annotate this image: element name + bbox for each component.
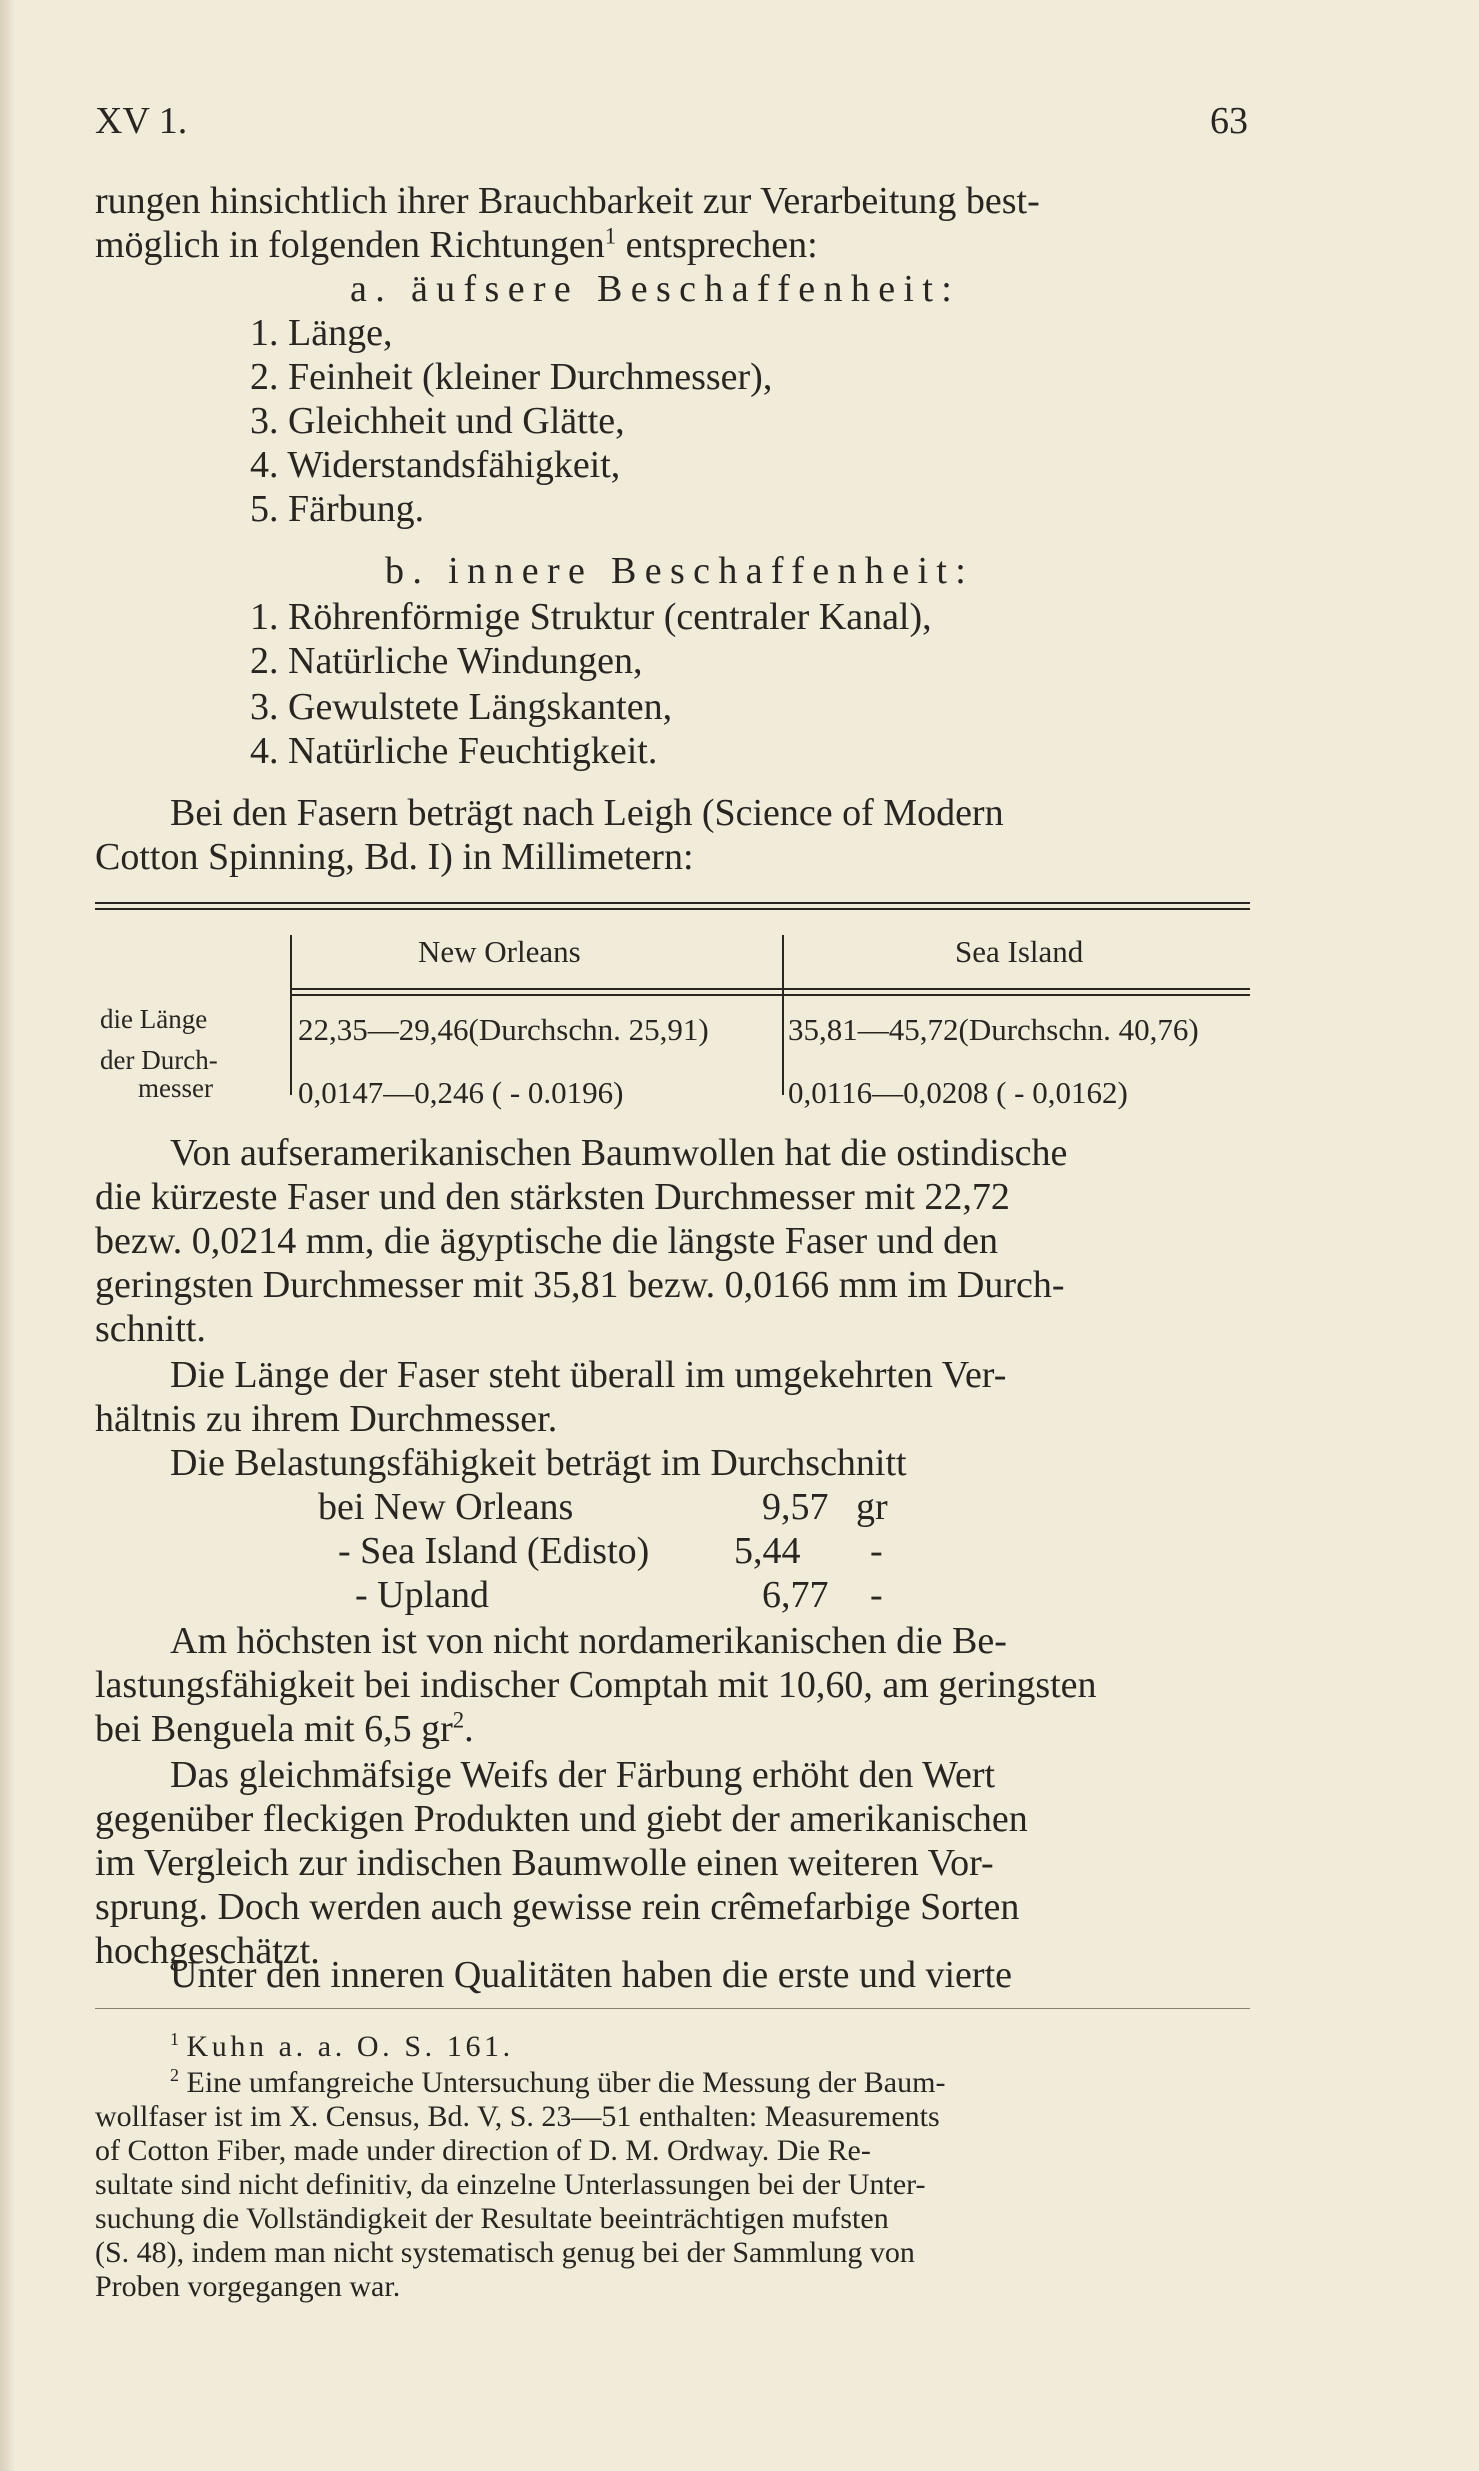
table-top-rule bbox=[95, 902, 1250, 904]
load-unit: - bbox=[870, 1530, 883, 1572]
list-item: 1. Röhrenförmige Struktur (centraler Kanal), bbox=[250, 596, 932, 638]
list-item: 3. Gleichheit und Glätte, bbox=[250, 400, 625, 442]
page-edge-shadow bbox=[0, 0, 14, 2471]
paragraph-line: Die Belastungsfähigkeit beträgt im Durchschnitt bbox=[170, 1442, 907, 1484]
diameter-new-orleans: 0,0147—0,246 ( - 0.0196) bbox=[298, 1075, 624, 1110]
paragraph-line: Die Länge der Faser steht überall im umgekehrten Ver- bbox=[170, 1354, 1007, 1396]
paragraph-line: Das gleichmäfsige Weifs der Färbung erhöht den Wert bbox=[170, 1754, 996, 1796]
column-header-sea-island: Sea Island bbox=[955, 934, 1084, 969]
load-label: bei New Orleans bbox=[318, 1486, 574, 1528]
footnote-ref-1: 1 bbox=[604, 223, 617, 249]
load-unit: - bbox=[870, 1574, 883, 1616]
paragraph-line: Am höchsten ist von nicht nordamerikanischen die Be- bbox=[170, 1620, 1007, 1662]
section-header: XV 1. bbox=[95, 100, 188, 142]
list-item: 2. Feinheit (kleiner Durchmesser), bbox=[250, 356, 773, 398]
footnote-separator bbox=[95, 2008, 1250, 2009]
footnote-line: (S. 48), indem man nicht systematisch genug bei der Sammlung von bbox=[95, 2236, 915, 2269]
page-number: 63 bbox=[1210, 100, 1248, 142]
table-top-rule bbox=[95, 908, 1250, 910]
paragraph-line: Von aufseramerikanischen Baumwollen hat die ostindische bbox=[170, 1132, 1068, 1174]
footnote-line: Proben vorgegangen war. bbox=[95, 2270, 401, 2303]
load-value: 9,57 bbox=[762, 1486, 829, 1528]
paragraph-line: hältnis zu ihrem Durchmesser. bbox=[95, 1398, 558, 1440]
paragraph-line: bei Benguela mit 6,5 $gr^2$. bbox=[95, 1707, 474, 1750]
list-a-heading: a. äufsere Beschaffenheit: bbox=[350, 268, 961, 310]
table-divider bbox=[290, 935, 292, 1095]
list-b-heading: b. innere Beschaffenheit: bbox=[385, 550, 975, 592]
footnote-line: wollfaser ist im X. Census, Bd. V, S. 23—51 enthalten: Measurements bbox=[95, 2100, 940, 2133]
footnote-2: $^2$ Eine umfangreiche Untersuchung über die Messung der Baum- bbox=[170, 2065, 946, 2099]
paragraph-line: lastungsfähigkeit bei indischer Comptah mit 10,60, am geringsten bbox=[95, 1664, 1097, 1706]
footnote-1: $^1$ Kuhn a. a. O. S. 161. bbox=[170, 2029, 514, 2063]
footnote-line: sultate sind nicht definitiv, da einzelne Unterlassungen bei der Unter- bbox=[95, 2168, 926, 2201]
column-header-new-orleans: New Orleans bbox=[418, 934, 581, 969]
list-item: 3. Gewulstete Längskanten, bbox=[250, 686, 673, 728]
list-item: 4. Widerstandsfähigkeit, bbox=[250, 444, 621, 486]
paragraph-line: sprung. Doch werden auch gewisse rein crêmefarbige Sorten bbox=[95, 1886, 1020, 1928]
length-new-orleans: 22,35—29,46(Durchschn. 25,91) bbox=[298, 1012, 709, 1047]
footnote-ref-2: 2 bbox=[452, 1707, 465, 1733]
footnote-line: of Cotton Fiber, made under direction of D. M. Ordway. Die Re- bbox=[95, 2134, 871, 2167]
row-label: messer bbox=[138, 1073, 213, 1103]
length-sea-island: 35,81—45,72(Durchschn. 40,76) bbox=[788, 1012, 1199, 1047]
paragraph-line: Unter den inneren Qualitäten haben die erste und vierte bbox=[170, 1954, 1012, 1996]
paragraph-line: im Vergleich zur indischen Baumwolle einen weiteren Vor- bbox=[95, 1842, 994, 1884]
paragraph-line: schnitt. bbox=[95, 1308, 206, 1350]
table-header-rule bbox=[290, 994, 1250, 996]
leigh-line-1: Bei den Fasern beträgt nach Leigh (Science of Modern bbox=[170, 792, 1004, 834]
list-item: 1. Länge, bbox=[250, 312, 393, 354]
list-item: 2. Natürliche Windungen, bbox=[250, 640, 643, 682]
footnote-line: suchung die Vollständigkeit der Resultate beeinträchtigen mufsten bbox=[95, 2202, 889, 2235]
table-divider bbox=[782, 935, 784, 1095]
intro-line-1: rungen hinsichtlich ihrer Brauchbarkeit zur Verarbeitung best- bbox=[95, 180, 1040, 222]
intro-line-2: möglich in folgenden Richtungen$^1$ entsprechen: bbox=[95, 223, 818, 266]
load-label: - Upland bbox=[355, 1574, 490, 1616]
paragraph-line: gegenüber fleckigen Produkten und giebt der amerikanischen bbox=[95, 1798, 1028, 1840]
leigh-line-2: Cotton Spinning, Bd. I) in Millimetern: bbox=[95, 836, 694, 878]
diameter-sea-island: 0,0116—0,0208 ( - 0,0162) bbox=[788, 1075, 1128, 1110]
paragraph-line: die kürzeste Faser und den stärksten Durchmesser mit 22,72 bbox=[95, 1176, 1010, 1218]
load-value: 6,77 bbox=[762, 1574, 829, 1616]
paragraph-line: hochgeschätzt. bbox=[95, 1930, 320, 1972]
load-unit: gr bbox=[856, 1486, 888, 1528]
row-label: die Länge bbox=[100, 1004, 208, 1034]
paragraph-line: bezw. 0,0214 mm, die ägyptische die längste Faser und den bbox=[95, 1220, 998, 1262]
paragraph-line: geringsten Durchmesser mit 35,81 bezw. 0,0166 mm im Durch- bbox=[95, 1264, 1065, 1306]
table-header-rule bbox=[290, 988, 1250, 990]
list-item: 5. Färbung. bbox=[250, 488, 425, 530]
list-item: 4. Natürliche Feuchtigkeit. bbox=[250, 730, 658, 772]
row-label: der Durch- bbox=[100, 1045, 218, 1075]
load-value: 5,44 bbox=[734, 1530, 801, 1572]
load-label: - Sea Island (Edisto) bbox=[338, 1530, 650, 1572]
